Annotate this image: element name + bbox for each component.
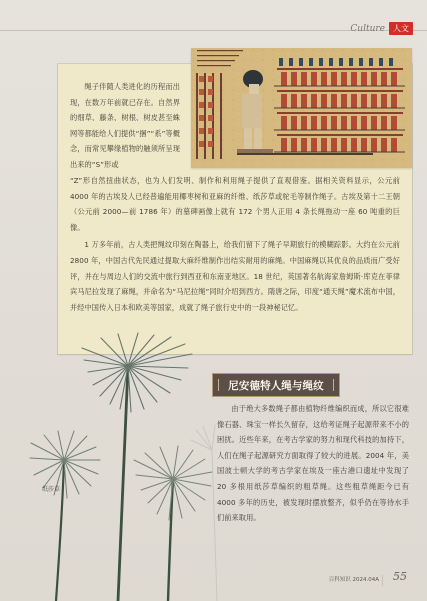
section-label-english: Culture: [350, 23, 385, 34]
footer-divider: [382, 575, 383, 586]
top-paragraph-continued-text: “Z”形自然扭曲状态，也为人们发明、制作和利用绳子提供了直观借鉴。据相关资料显示，公元前 4000 年的古埃及人已经普遍能用椰枣树和亚麻的纤维、纸莎草或驼毛等制作绳子。古埃及第十二王朝（公元前 2000—前 1786 年）的墓碑画像上就有 172 个男人正用 4 条长绳拖动一座 60 吨重的巨像。: [70, 176, 400, 232]
top-paragraph-second-text: 1 万多年前，古人类把绳纹印刻在陶器上，给我们留下了绳子早期旅行的模糊踪影。大约在公元前 2800 年，中国古代先民通过提取大麻纤维制作出结实耐用的麻绳。中国麻绳以其优良的品质而广受好评，并在与周边人们的交流中旅行到西亚和东南亚地区。18 世纪，英国著名航海家詹姆斯·库克在菲律宾马尼拉发现了麻绳，并命名为“马尼拉绳”同时介绍到西方。隋唐之际，印度“通天绳”魔术流布中国，并经中国传入日本和欧美等国家，成就了绳子旅行史中的一段神秘记忆。: [70, 240, 400, 312]
bottom-paragraph: [217, 401, 409, 526]
top-paragraph-continued: [70, 173, 400, 315]
bottom-paragraph-text: 由于绝大多数绳子都由植物纤维编织而成，所以它很难像石器、珠宝一样长久留存，这给考证绳子起源带来不小的困扰。近些年来，在考古学家的努力和现代科技的加持下，人们在绳子起源研究方面取得了较大的进展。2004 年，美国波士顿大学的考古学家在埃及一座古港口遗址中发现了 20 多根用纸莎草编织的粗草绳。这些粗草绳距今已有 4000 多年的历史，被发现时摆放整齐，似乎仍在等待水手们前来取用。: [217, 404, 409, 523]
top-paragraph-opening: [70, 79, 180, 173]
section-label: [350, 22, 413, 35]
footer-source: 百科知识 2024.04A: [328, 577, 379, 583]
egyptian-tomb-painting-icon: [191, 48, 412, 168]
section-heading: 尼安德特人绳与绳纹: [228, 379, 324, 392]
section-heading-box: [212, 373, 340, 397]
plant-caption: 纸莎草: [42, 486, 61, 493]
top-paragraph-opening-text: 绳子伴随人类进化的历程而出现，在数万年前就已存在。自然界的细草、藤条、树根、树皮甚至蛛网等都能给人们提供“捆”“系”等概念，而常见攀缘植物的触须所呈现出来的“S”形或: [70, 82, 180, 169]
section-label-chinese: 人文: [389, 22, 413, 35]
page-number: 55: [393, 570, 407, 583]
